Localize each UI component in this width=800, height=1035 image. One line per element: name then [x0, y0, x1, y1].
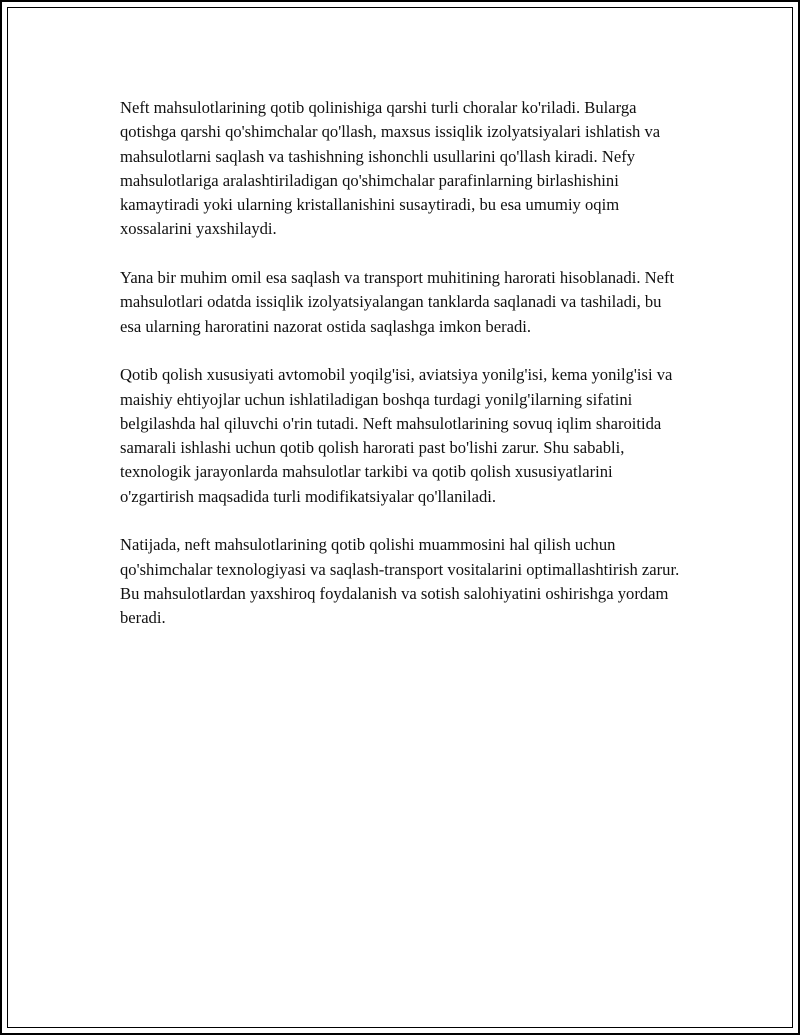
- document-body: [120, 96, 680, 631]
- paragraph-4: Natijada, neft mahsulotlarining qotib qolishi muammosini hal qilish uchun qo'shimchalar texnologiyasi va saqlash-transport vositalarini optimallashtirish zarur. Bu mahsulotlardan yaxshiroq foydalanish va sotish salohiyatini oshirishga yordam beradi.: [120, 535, 680, 628]
- paragraph-3: Qotib qolish xususiyati avtomobil yoqilg'isi, aviatsiya yonilg'isi, kema yonilg'isi va maishiy ehtiyojlar uchun ishlatiladigan boshqa turdagi yonilg'ilarning sifatini belgilashda hal qiluvchi o'rin tutadi. Neft mahsulotlarining sovuq iqlim sharoitida samarali ishlashi uchun qotib qolish harorati past bo'lishi zarur. Shu sababli, texnologik jarayonlarda mahsulotlar tarkibi va qotib qolish xususiyatlarini o'zgartirish maqsadida turli modifikatsiyalar qo'llaniladi.: [120, 365, 673, 506]
- paragraph-2: Yana bir muhim omil esa saqlash va transport muhitining harorati hisoblanadi. Neft mahsulotlari odatda issiqlik izolyatsiyalangan tanklarda saqlanadi va tashiladi, bu esa ularning haroratini nazorat ostida saqlashga imkon beradi.: [120, 268, 675, 336]
- paragraph-1: Neft mahsulotlarining qotib qolinishiga qarshi turli choralar ko'riladi. Bularga qotishga qarshi qo'shimchalar qo'llash, maxsus issiqlik izolyatsiyalari ishlatish va mahsulotlarni saqlash va tashishning ishonchli usullarini qo'llash kiradi. Nefy mahsulotlariga aralashtiriladigan qo'shimchalar parafinlarning birlashishini kamaytiradi yoki ularning kristallanishini susaytiradi, bu esa umumiy oqim xossalarini yaxshilaydi.: [120, 98, 661, 239]
